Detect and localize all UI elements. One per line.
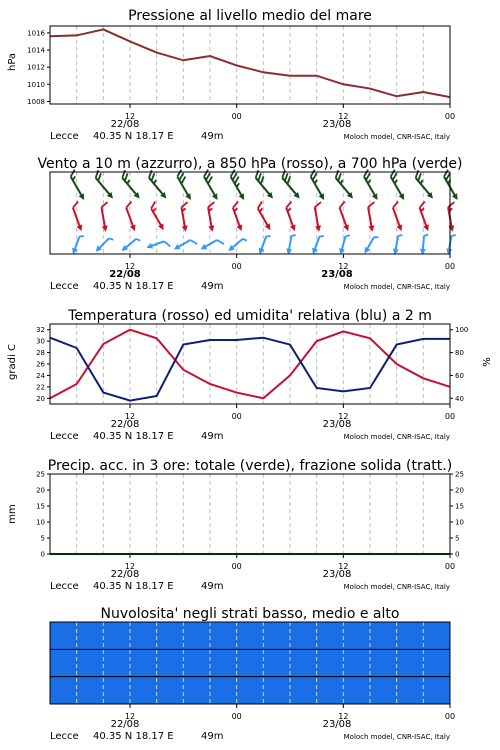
wind-barb-head: [448, 225, 455, 232]
wind-barb-850hpa: [415, 202, 434, 233]
precipitation-ytick-label-right: 5: [455, 534, 460, 543]
wind-barb-850hpa: [335, 202, 354, 233]
wind-barb-feather: [125, 202, 133, 208]
wind-barb-850hpa: [311, 202, 326, 232]
precipitation-ytick-label-right: 20: [455, 486, 464, 495]
wind-xtick-label: 00: [231, 262, 242, 271]
temperature-ytick-label: 22: [36, 383, 45, 392]
wind-date-1: 22/08: [109, 269, 141, 280]
temperature-line: [50, 330, 450, 399]
cloud-xtick-label: 00: [231, 712, 242, 721]
humidity-ytick-label: 80: [455, 349, 464, 358]
model-credit: Moloch model, CNR-ISAC, Italy: [343, 433, 450, 441]
pressure-ytick-label: 1012: [27, 63, 45, 72]
humidity-ylabel: %: [482, 357, 493, 367]
wind-barb-10m: [145, 237, 170, 254]
wind-xtick-label: 12: [124, 262, 136, 271]
precipitation-chart: [0, 450, 500, 600]
temperature-xtick-label: 12: [124, 412, 136, 421]
wind-barb-10m: [172, 235, 197, 255]
cloud-xtick-label: 12: [124, 712, 136, 721]
station-coords: 40.35 N 18.17 E: [93, 731, 174, 742]
wind-chart: [0, 150, 500, 300]
model-credit: Moloch model, CNR-ISAC, Italy: [343, 283, 450, 291]
temperature-ytick-label: 28: [36, 349, 45, 358]
cloud-date-1: 22/08: [110, 719, 140, 730]
wind-barb-head: [315, 225, 322, 232]
wind-barb-head: [372, 193, 380, 201]
wind-barb-head: [290, 224, 298, 232]
wind-barb-feather: [285, 202, 293, 208]
cloud-footer: [50, 719, 450, 742]
precipitation-footer: [50, 569, 450, 592]
wind-barb-700hpa: [199, 170, 223, 202]
wind-barb-halffeather: [109, 237, 113, 241]
temperature-xtick-label: 00: [231, 412, 242, 421]
temperature-ytick-label: 24: [36, 371, 45, 380]
wind-xtick-label: 12: [338, 262, 349, 271]
temperature-ytick-label: 32: [36, 326, 45, 335]
precipitation-xtick-label: 00: [444, 562, 456, 571]
wind-barb-feather: [217, 238, 224, 246]
temperature-ytick-label: 26: [36, 360, 45, 369]
wind-barb-feather: [447, 202, 455, 207]
pressure-chart: [0, 0, 500, 150]
pressure-footer: [50, 119, 450, 142]
wind-barb-head: [130, 224, 138, 232]
precipitation-ytick-label-right: 25: [455, 470, 464, 479]
station-coords: 40.35 N 18.17 E: [93, 581, 174, 592]
wind-barb-850hpa: [122, 202, 141, 233]
wind-barb-head: [368, 225, 375, 232]
temperature-ytick-label: 30: [36, 337, 45, 346]
wind-barb-feather: [164, 240, 170, 248]
cloud-chart: [0, 600, 500, 750]
wind-barb-feather: [190, 238, 197, 246]
wind-barb-head: [212, 193, 220, 201]
wind-barb-halffeather: [451, 234, 455, 237]
temperature-footer: [50, 419, 450, 442]
precipitation-panel: [0, 450, 500, 600]
wind-barb-feather: [367, 202, 375, 207]
temperature-date-2: 23/08: [322, 419, 352, 430]
wind-barb-feather: [338, 202, 346, 208]
station-name: Lecce: [50, 431, 79, 442]
wind-barb-halffeather: [243, 238, 247, 242]
pressure-ylabel: hPa: [7, 52, 18, 72]
wind-barb-halffeather: [345, 234, 349, 237]
cloud-title: Nuvolosita' negli strati basso, medio e alto: [100, 606, 400, 622]
wind-barb-700hpa: [144, 170, 172, 200]
wind-barb-850hpa: [69, 202, 88, 233]
wind-barb-700hpa: [277, 170, 305, 200]
wind-barb-head: [265, 223, 273, 231]
wind-barb-10m: [419, 234, 428, 256]
wind-barb-halffeather: [398, 234, 402, 237]
station-name: Lecce: [50, 281, 79, 292]
pressure-xtick-label: 00: [231, 112, 242, 121]
temperature-title: Temperatura (rosso) ed umidita' relativa (blu) a 2 m: [68, 308, 432, 324]
wind-barb-850hpa: [98, 202, 113, 232]
precipitation-ytick-label-right: 10: [455, 518, 464, 527]
wind-barb-850hpa: [389, 202, 408, 233]
precipitation-ytick-label-left: 15: [36, 502, 45, 511]
station-coords: 40.35 N 18.17 E: [93, 431, 174, 442]
wind-barb-850hpa: [364, 202, 379, 232]
wind-date-2: 23/08: [321, 269, 353, 280]
wind-barb-head: [343, 224, 351, 232]
wind-barb-850hpa: [253, 202, 276, 232]
wind-barb-head: [423, 224, 431, 232]
precipitation-title: Precip. acc. in 3 ore: totale (verde), frazione solida (tratt.): [47, 458, 453, 474]
pressure-xtick-label: 00: [444, 112, 456, 121]
station-elevation: 49m: [201, 281, 224, 292]
precipitation-ytick-label-left: 0: [40, 550, 45, 559]
wind-barb-head: [79, 193, 87, 201]
wind-barb-850hpa: [282, 202, 301, 233]
temperature-xtick-label: 00: [444, 412, 456, 421]
wind-barb-head: [319, 193, 327, 201]
wind-barb-feather: [418, 202, 426, 208]
wind-barb-700hpa: [226, 170, 250, 202]
wind-barb-head: [145, 243, 153, 251]
humidity-ytick-label: 100: [455, 326, 469, 335]
wind-barb-head: [77, 224, 85, 232]
wind-barb-feather: [72, 202, 80, 208]
pressure-ytick-label: 1016: [27, 29, 45, 38]
pressure-date-2: 23/08: [322, 119, 352, 130]
station-name: Lecce: [50, 731, 79, 742]
station-name: Lecce: [50, 581, 79, 592]
wind-barb-head: [399, 193, 407, 201]
humidity-line: [50, 338, 450, 401]
wind-barb-700hpa: [66, 170, 90, 202]
precipitation-ytick-label-left: 10: [36, 518, 45, 527]
station-name: Lecce: [50, 131, 79, 142]
precipitation-ytick-label-left: 25: [36, 470, 45, 479]
wind-barb-head: [452, 193, 460, 201]
temperature-ytick-label: 20: [36, 394, 45, 403]
pressure-xtick-label: 12: [124, 112, 136, 121]
wind-panel: [0, 150, 500, 300]
wind-barb-850hpa: [229, 202, 248, 233]
temperature-xtick-label: 12: [338, 412, 349, 421]
wind-barb-700hpa: [359, 170, 383, 202]
wind-barb-head: [397, 224, 405, 232]
cloud-band-medio: [50, 649, 450, 676]
wind-barb-halffeather: [374, 235, 378, 239]
wind-barb-head: [208, 225, 215, 232]
pressure-plot-frame: [50, 26, 450, 104]
cloud-xtick-label: 12: [338, 712, 349, 721]
pressure-line: [50, 29, 450, 97]
wind-barb-feather: [149, 202, 157, 209]
station-elevation: 49m: [201, 431, 224, 442]
wind-barb-head: [182, 225, 189, 232]
pressure-panel: [0, 0, 500, 150]
wind-barb-feather: [181, 202, 189, 207]
precipitation-xtick-label: 12: [124, 562, 136, 571]
model-credit: Moloch model, CNR-ISAC, Italy: [343, 733, 450, 741]
wind-barb-850hpa: [444, 202, 459, 232]
pressure-ytick-label: 1014: [27, 46, 45, 55]
cloud-date-2: 23/08: [322, 719, 352, 730]
precipitation-ytick-label-left: 20: [36, 486, 45, 495]
temperature-panel: [0, 300, 500, 450]
wind-barb-halffeather: [136, 238, 140, 242]
temperature-date-1: 22/08: [110, 419, 140, 430]
cloud-xtick-label: 00: [444, 712, 456, 721]
cloud-band-alto: [50, 622, 450, 649]
precipitation-ytick-label-right: 0: [455, 550, 460, 559]
wind-title: Vento a 10 m (azzurro), a 850 hPa (rosso), a 700 hPa (verde): [37, 156, 463, 172]
precipitation-xtick-label: 00: [231, 562, 242, 571]
wind-barb-850hpa: [147, 202, 170, 232]
wind-barb-700hpa: [173, 170, 197, 202]
station-elevation: 49m: [201, 131, 224, 142]
wind-barb-head: [199, 244, 207, 252]
station-elevation: 49m: [201, 731, 224, 742]
wind-barb-head: [172, 244, 180, 252]
wind-footer: [50, 269, 450, 292]
pressure-ytick-label: 1008: [27, 97, 45, 106]
wind-barb-10m: [199, 235, 224, 255]
wind-barb-feather: [392, 202, 400, 208]
precipitation-ylabel: mm: [7, 504, 18, 524]
pressure-xtick-label: 12: [338, 112, 349, 121]
wind-barb-700hpa: [439, 170, 463, 202]
wind-barb-head: [237, 224, 245, 232]
wind-xtick-label: 00: [444, 262, 456, 271]
wind-barb-700hpa: [91, 170, 119, 200]
cloud-band-basso: [50, 677, 450, 704]
model-credit: Moloch model, CNR-ISAC, Italy: [343, 583, 450, 591]
pressure-title: Pressione al livello medio del mare: [128, 8, 372, 24]
humidity-ytick-label: 60: [455, 371, 464, 380]
pressure-date-1: 22/08: [110, 119, 140, 130]
precipitation-date-2: 23/08: [322, 569, 352, 580]
wind-barb-feather: [101, 202, 109, 207]
wind-barb-700hpa: [411, 170, 439, 200]
station-elevation: 49m: [201, 581, 224, 592]
precipitation-plot-frame: [50, 474, 450, 554]
pressure-ytick-label: 1010: [27, 80, 45, 89]
precipitation-xtick-label: 12: [338, 562, 349, 571]
wind-barb-feather: [314, 202, 322, 207]
temperature-chart: [0, 300, 500, 450]
wind-barb-700hpa: [306, 170, 330, 202]
wind-barb-halffeather: [291, 234, 295, 237]
wind-barb-halffeather: [424, 234, 428, 236]
station-coords: 40.35 N 18.17 E: [93, 281, 174, 292]
wind-barb-feather: [207, 202, 215, 207]
temperature-ylabel: gradi C: [7, 344, 18, 380]
wind-barb-850hpa: [204, 202, 219, 232]
wind-barb-feather: [232, 202, 240, 208]
wind-plot-frame: [50, 172, 450, 254]
wind-barb-head: [102, 225, 109, 232]
wind-barb-700hpa: [331, 170, 359, 200]
precipitation-ytick-label-right: 15: [455, 502, 464, 511]
precipitation-ytick-label-left: 5: [40, 534, 45, 543]
wind-barb-700hpa: [251, 170, 279, 200]
cloud-panel: [0, 600, 500, 750]
wind-barb-850hpa: [178, 202, 193, 232]
humidity-ytick-label: 40: [455, 394, 464, 403]
wind-barb-700hpa: [117, 170, 145, 200]
model-credit: Moloch model, CNR-ISAC, Italy: [343, 133, 450, 141]
wind-barb-head: [158, 223, 166, 231]
wind-barb-head: [239, 193, 247, 201]
precipitation-date-1: 22/08: [110, 569, 140, 580]
wind-barb-head: [185, 193, 193, 201]
wind-barb-feather: [256, 202, 264, 209]
station-coords: 40.35 N 18.17 E: [93, 131, 174, 142]
temperature-plot-frame: [50, 324, 450, 404]
wind-barb-700hpa: [386, 170, 410, 202]
